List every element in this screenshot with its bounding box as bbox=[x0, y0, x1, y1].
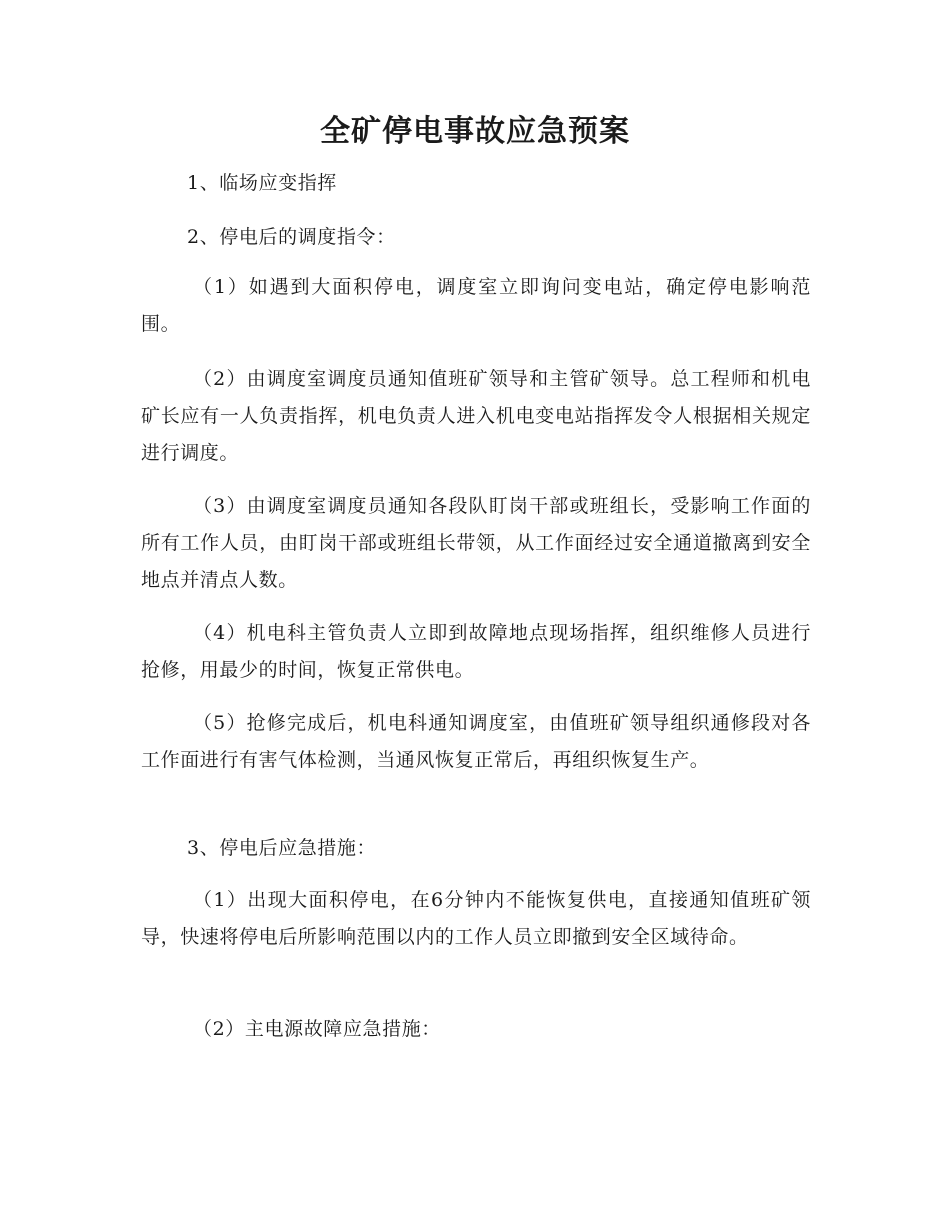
document-title: 全矿停电事故应急预案 bbox=[320, 114, 630, 149]
section-heading-2: 2、停电后的调度指令： bbox=[187, 226, 396, 248]
paragraph-3-2: （2）主电源故障应急措施： bbox=[193, 1018, 441, 1040]
paragraph-2-4: （4）机电科主管负责人立即到故障地点现场指挥，组织维修人员进行抢修，用最少的时间，恢复正常供电。 bbox=[141, 622, 811, 681]
paragraph-2-5: （5）抢修完成后，机电科通知调度室，由值班矿领导组织通修段对各工作面进行有害气体检测，当通风恢复正常后，再组织恢复生产。 bbox=[141, 712, 811, 771]
paragraph-2-3: （3）由调度室调度员通知各段队盯岗干部或班组长，受影响工作面的所有工作人员，由盯岗干部或班组长带领，从工作面经过安全通道撤离到安全地点并清点人数。 bbox=[141, 495, 811, 591]
paragraph-2-2: （2）由调度室调度员通知值班矿领导和主管矿领导。总工程师和机电矿长应有一人负责指挥，机电负责人进入机电变电站指挥发令人根据相关规定进行调度。 bbox=[141, 368, 811, 464]
section-heading-1: 1、临场应变指挥 bbox=[187, 172, 337, 194]
paragraph-3-1: （1）出现大面积停电，在6分钟内不能恢复供电，直接通知值班矿领导，快速将停电后所影响范围以内的工作人员立即撤到安全区域待命。 bbox=[141, 889, 811, 948]
section-heading-3: 3、停电后应急措施： bbox=[187, 837, 377, 859]
paragraph-2-1: （1）如遇到大面积停电，调度室立即询问变电站，确定停电影响范围。 bbox=[141, 276, 811, 335]
